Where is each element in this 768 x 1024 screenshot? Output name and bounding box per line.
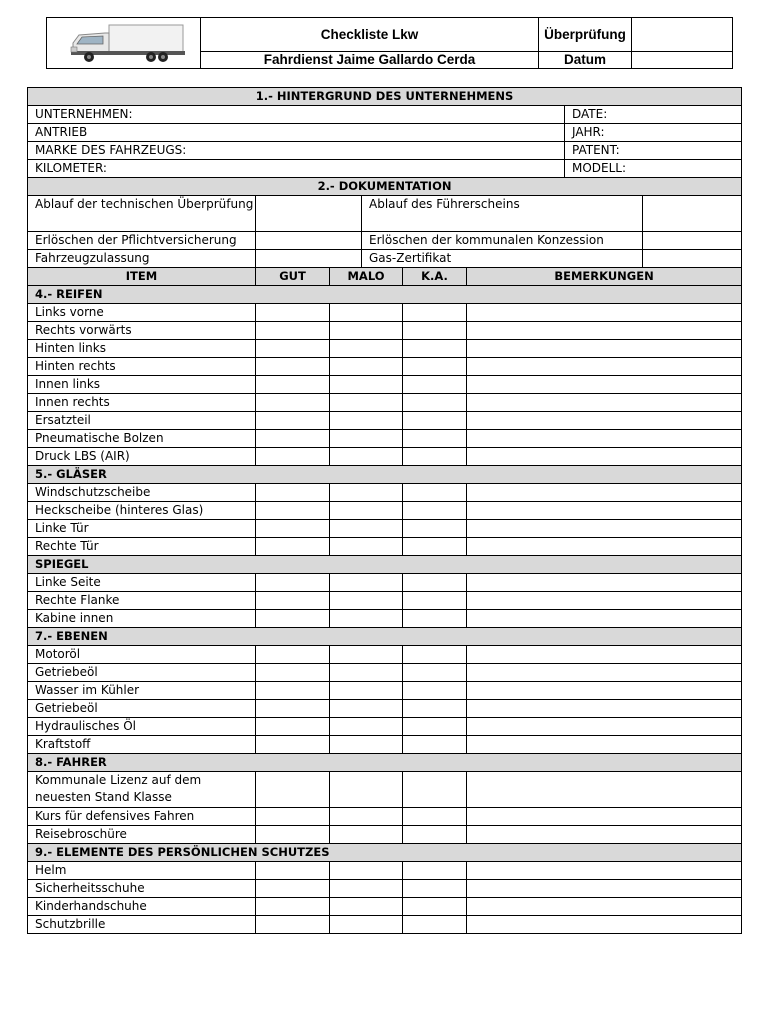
checklist-item-label: Kinderhandschuhe <box>28 898 256 916</box>
ka-check-cell[interactable] <box>403 664 467 682</box>
ka-check-cell[interactable] <box>403 592 467 610</box>
checklist-item-row <box>28 502 742 520</box>
gut-check-cell[interactable] <box>256 718 330 736</box>
ka-check-cell[interactable] <box>403 610 467 628</box>
checklist-item-row <box>28 322 742 340</box>
gut-check-cell[interactable] <box>256 340 330 358</box>
gut-check-cell[interactable] <box>256 376 330 394</box>
malo-check-cell[interactable] <box>330 394 403 412</box>
checklist-item-row <box>28 664 742 682</box>
gut-check-cell[interactable] <box>256 322 330 340</box>
company-row <box>28 124 742 142</box>
ka-check-cell[interactable] <box>403 322 467 340</box>
company-field-label[interactable]: ANTRIEB <box>28 124 565 142</box>
gut-check-cell[interactable] <box>256 826 330 844</box>
company-row <box>28 142 742 160</box>
section-heading <box>28 466 742 484</box>
checklist-item-label: Ersatzteil <box>28 412 256 430</box>
gut-check-cell[interactable] <box>256 736 330 754</box>
remarks-cell[interactable] <box>467 772 742 808</box>
documentation-value-field[interactable] <box>256 250 362 268</box>
malo-check-cell[interactable] <box>330 898 403 916</box>
check-label: Überprüfung <box>539 18 632 52</box>
malo-check-cell[interactable] <box>330 502 403 520</box>
checklist-item-label: Reisebroschüre <box>28 826 256 844</box>
remarks-cell[interactable] <box>467 304 742 322</box>
company-field-label[interactable]: UNTERNEHMEN: <box>28 106 565 124</box>
documentation-heading: 2.- DOKUMENTATION <box>28 178 742 196</box>
section-heading: SPIEGEL <box>28 556 742 574</box>
remarks-cell[interactable] <box>467 412 742 430</box>
remarks-cell[interactable] <box>467 484 742 502</box>
gut-check-cell[interactable] <box>256 430 330 448</box>
section-heading <box>28 88 742 106</box>
documentation-label: Fahrzeugzulassung <box>28 250 256 268</box>
gut-check-cell[interactable] <box>256 484 330 502</box>
checklist-item-label: Innen links <box>28 376 256 394</box>
remarks-cell[interactable] <box>467 826 742 844</box>
gut-check-cell[interactable] <box>256 304 330 322</box>
checklist-item-label: Hinten links <box>28 340 256 358</box>
checklist-item-label: Linke Tür <box>28 520 256 538</box>
ka-check-cell[interactable] <box>403 520 467 538</box>
checklist-item-label: Helm <box>28 862 256 880</box>
checklist-item-row <box>28 520 742 538</box>
checklist-item-label: Motoröl <box>28 646 256 664</box>
checklist-item-row <box>28 808 742 826</box>
company-row <box>28 160 742 178</box>
remarks-cell[interactable] <box>467 322 742 340</box>
ka-check-cell[interactable] <box>403 376 467 394</box>
checklist-item-row <box>28 484 742 502</box>
checklist-item-label: Rechte Flanke <box>28 592 256 610</box>
remarks-cell[interactable] <box>467 718 742 736</box>
checklist-item-row <box>28 592 742 610</box>
malo-check-cell[interactable] <box>330 772 403 808</box>
ka-check-cell[interactable] <box>403 772 467 808</box>
company-row <box>28 106 742 124</box>
malo-check-cell[interactable] <box>330 304 403 322</box>
gut-check-cell[interactable] <box>256 664 330 682</box>
remarks-cell[interactable] <box>467 358 742 376</box>
checklist-item-label: Schutzbrille <box>28 916 256 934</box>
checklist-item-row <box>28 682 742 700</box>
ka-check-cell[interactable] <box>403 646 467 664</box>
gut-check-cell[interactable] <box>256 682 330 700</box>
remarks-cell[interactable] <box>467 862 742 880</box>
ka-check-cell[interactable] <box>403 916 467 934</box>
company-heading: 1.- HINTERGRUND DES UNTERNEHMENS <box>28 88 742 106</box>
malo-check-cell[interactable] <box>330 880 403 898</box>
section-heading <box>28 556 742 574</box>
company-field-label[interactable]: KILOMETER: <box>28 160 565 178</box>
documentation-value-field[interactable] <box>256 196 362 232</box>
checklist-item-label: Links vorne <box>28 304 256 322</box>
checklist-item-label: Getriebeöl <box>28 700 256 718</box>
documentation-value-field[interactable] <box>643 250 742 268</box>
document-title: Checkliste Lkw <box>201 18 539 52</box>
checklist-item-row <box>28 358 742 376</box>
malo-check-cell[interactable] <box>330 358 403 376</box>
truck-icon <box>59 21 189 65</box>
malo-check-cell[interactable] <box>330 376 403 394</box>
logo-cell <box>47 18 201 69</box>
section-heading: 5.- GLÄSER <box>28 466 742 484</box>
gut-check-cell[interactable] <box>256 574 330 592</box>
checklist-item-row <box>28 700 742 718</box>
ka-check-cell[interactable] <box>403 502 467 520</box>
malo-check-cell[interactable] <box>330 430 403 448</box>
ka-check-cell[interactable] <box>403 484 467 502</box>
malo-check-cell[interactable] <box>330 574 403 592</box>
malo-check-cell[interactable] <box>330 718 403 736</box>
company-field-label[interactable]: JAHR: <box>565 124 742 142</box>
checklist-item-label: Heckscheibe (hinteres Glas) <box>28 502 256 520</box>
remarks-cell[interactable] <box>467 646 742 664</box>
remarks-cell[interactable] <box>467 538 742 556</box>
gut-check-cell[interactable] <box>256 646 330 664</box>
malo-check-cell[interactable] <box>330 916 403 934</box>
checklist-item-row <box>28 394 742 412</box>
checklist-item-row <box>28 772 742 808</box>
remarks-cell[interactable] <box>467 592 742 610</box>
checklist-item-row <box>28 430 742 448</box>
checklist-item-row <box>28 826 742 844</box>
checklist-item-row <box>28 736 742 754</box>
remarks-cell[interactable] <box>467 502 742 520</box>
documentation-row <box>28 196 742 232</box>
checklist-item-label: Druck LBS (AIR) <box>28 448 256 466</box>
checklist-item-row <box>28 412 742 430</box>
checklist-item-label: Kabine innen <box>28 610 256 628</box>
section-heading: 7.- EBENEN <box>28 628 742 646</box>
remarks-cell[interactable] <box>467 736 742 754</box>
remarks-cell[interactable] <box>467 394 742 412</box>
ka-check-cell[interactable] <box>403 358 467 376</box>
column-header-malo: MALO <box>330 268 403 286</box>
malo-check-cell[interactable] <box>330 664 403 682</box>
malo-check-cell[interactable] <box>330 340 403 358</box>
ka-check-cell[interactable] <box>403 862 467 880</box>
checklist-item-row <box>28 718 742 736</box>
checklist-item-label: Kurs für defensives Fahren <box>28 808 256 826</box>
malo-check-cell[interactable] <box>330 610 403 628</box>
column-header-remarks: BEMERKUNGEN <box>467 268 742 286</box>
checklist-item-label: Hinten rechts <box>28 358 256 376</box>
remarks-cell[interactable] <box>467 610 742 628</box>
checklist-item-label: Windschutzscheibe <box>28 484 256 502</box>
remarks-cell[interactable] <box>467 520 742 538</box>
ka-check-cell[interactable] <box>403 574 467 592</box>
documentation-value-field[interactable] <box>643 196 742 232</box>
malo-check-cell[interactable] <box>330 538 403 556</box>
gut-check-cell[interactable] <box>256 538 330 556</box>
checklist-item-label: Linke Seite <box>28 574 256 592</box>
gut-check-cell[interactable] <box>256 916 330 934</box>
ka-check-cell[interactable] <box>403 700 467 718</box>
section-heading: 9.- ELEMENTE DES PERSÖNLICHEN SCHUTZES <box>28 844 742 862</box>
date-field[interactable] <box>632 52 733 69</box>
malo-check-cell[interactable] <box>330 592 403 610</box>
ka-check-cell[interactable] <box>403 430 467 448</box>
remarks-cell[interactable] <box>467 340 742 358</box>
remarks-cell[interactable] <box>467 700 742 718</box>
documentation-row <box>28 232 742 250</box>
checklist-item-row <box>28 862 742 880</box>
documentation-label: Ablauf des Führerscheins <box>362 196 643 232</box>
ka-check-cell[interactable] <box>403 682 467 700</box>
company-field-label[interactable]: PATENT: <box>565 142 742 160</box>
checklist-item-row <box>28 376 742 394</box>
remarks-cell[interactable] <box>467 898 742 916</box>
section-heading: 8.- FAHRER <box>28 754 742 772</box>
section-heading <box>28 844 742 862</box>
remarks-cell[interactable] <box>467 448 742 466</box>
checklist-item-row <box>28 898 742 916</box>
checklist-item-label: Sicherheitsschuhe <box>28 880 256 898</box>
checklist-item-row <box>28 880 742 898</box>
ka-check-cell[interactable] <box>403 538 467 556</box>
gut-check-cell[interactable] <box>256 610 330 628</box>
checklist-item-label: Kraftstoff <box>28 736 256 754</box>
column-header-row <box>28 268 742 286</box>
documentation-label: Gas-Zertifikat <box>362 250 643 268</box>
documentation-label: Erlöschen der kommunalen Konzession <box>362 232 643 250</box>
ka-check-cell[interactable] <box>403 808 467 826</box>
malo-check-cell[interactable] <box>330 484 403 502</box>
checklist-item-row <box>28 538 742 556</box>
gut-check-cell[interactable] <box>256 448 330 466</box>
gut-check-cell[interactable] <box>256 772 330 808</box>
malo-check-cell[interactable] <box>330 826 403 844</box>
document-subtitle: Fahrdienst Jaime Gallardo Cerda <box>201 52 539 69</box>
malo-check-cell[interactable] <box>330 412 403 430</box>
section-heading <box>28 286 742 304</box>
checklist-item-row <box>28 304 742 322</box>
checklist-item-label: Rechte Tür <box>28 538 256 556</box>
remarks-cell[interactable] <box>467 916 742 934</box>
company-field-label[interactable]: MODELL: <box>565 160 742 178</box>
malo-check-cell[interactable] <box>330 862 403 880</box>
checklist-item-label: Innen rechts <box>28 394 256 412</box>
ka-check-cell[interactable] <box>403 826 467 844</box>
checklist-item-row <box>28 448 742 466</box>
checklist-item-row <box>28 646 742 664</box>
column-header-ka: K.A. <box>403 268 467 286</box>
documentation-value-field[interactable] <box>256 232 362 250</box>
gut-check-cell[interactable] <box>256 862 330 880</box>
malo-check-cell[interactable] <box>330 520 403 538</box>
remarks-cell[interactable] <box>467 376 742 394</box>
section-heading <box>28 628 742 646</box>
gut-check-cell[interactable] <box>256 898 330 916</box>
company-field-label[interactable]: MARKE DES FAHRZEUGS: <box>28 142 565 160</box>
checklist-item-row <box>28 916 742 934</box>
gut-check-cell[interactable] <box>256 700 330 718</box>
ka-check-cell[interactable] <box>403 718 467 736</box>
ka-check-cell[interactable] <box>403 736 467 754</box>
remarks-cell[interactable] <box>467 664 742 682</box>
malo-check-cell[interactable] <box>330 700 403 718</box>
section-heading <box>28 178 742 196</box>
checklist-item-label: Kommunale Lizenz auf dem neuesten Stand Klasse <box>28 772 256 808</box>
ka-check-cell[interactable] <box>403 898 467 916</box>
document-header <box>46 17 733 69</box>
section-heading: 4.- REIFEN <box>28 286 742 304</box>
checklist-item-label: Hydraulisches Öl <box>28 718 256 736</box>
malo-check-cell[interactable] <box>330 322 403 340</box>
checklist-item-label: Rechts vorwärts <box>28 322 256 340</box>
checklist-item-label: Getriebeöl <box>28 664 256 682</box>
date-label: Datum <box>539 52 632 69</box>
malo-check-cell[interactable] <box>330 808 403 826</box>
gut-check-cell[interactable] <box>256 412 330 430</box>
ka-check-cell[interactable] <box>403 880 467 898</box>
section-heading <box>28 754 742 772</box>
gut-check-cell[interactable] <box>256 880 330 898</box>
column-header-item: ITEM <box>28 268 256 286</box>
remarks-cell[interactable] <box>467 808 742 826</box>
checklist-item-label: Pneumatische Bolzen <box>28 430 256 448</box>
documentation-label: Ablauf der technischen Überprüfung <box>28 196 256 232</box>
malo-check-cell[interactable] <box>330 448 403 466</box>
checklist-table <box>27 87 742 934</box>
ka-check-cell[interactable] <box>403 394 467 412</box>
gut-check-cell[interactable] <box>256 808 330 826</box>
malo-check-cell[interactable] <box>330 646 403 664</box>
documentation-label: Erlöschen der Pflichtversicherung <box>28 232 256 250</box>
malo-check-cell[interactable] <box>330 682 403 700</box>
remarks-cell[interactable] <box>467 430 742 448</box>
gut-check-cell[interactable] <box>256 520 330 538</box>
remarks-cell[interactable] <box>467 682 742 700</box>
gut-check-cell[interactable] <box>256 394 330 412</box>
ka-check-cell[interactable] <box>403 448 467 466</box>
checklist-item-row <box>28 574 742 592</box>
documentation-row <box>28 250 742 268</box>
gut-check-cell[interactable] <box>256 592 330 610</box>
malo-check-cell[interactable] <box>330 736 403 754</box>
checklist-item-row <box>28 340 742 358</box>
company-field-label[interactable]: DATE: <box>565 106 742 124</box>
gut-check-cell[interactable] <box>256 502 330 520</box>
documentation-value-field[interactable] <box>643 232 742 250</box>
ka-check-cell[interactable] <box>403 412 467 430</box>
checklist-item-row <box>28 610 742 628</box>
ka-check-cell[interactable] <box>403 304 467 322</box>
check-field[interactable] <box>632 18 733 52</box>
gut-check-cell[interactable] <box>256 358 330 376</box>
checklist-item-label: Wasser im Kühler <box>28 682 256 700</box>
remarks-cell[interactable] <box>467 880 742 898</box>
ka-check-cell[interactable] <box>403 340 467 358</box>
remarks-cell[interactable] <box>467 574 742 592</box>
column-header-gut: GUT <box>256 268 330 286</box>
